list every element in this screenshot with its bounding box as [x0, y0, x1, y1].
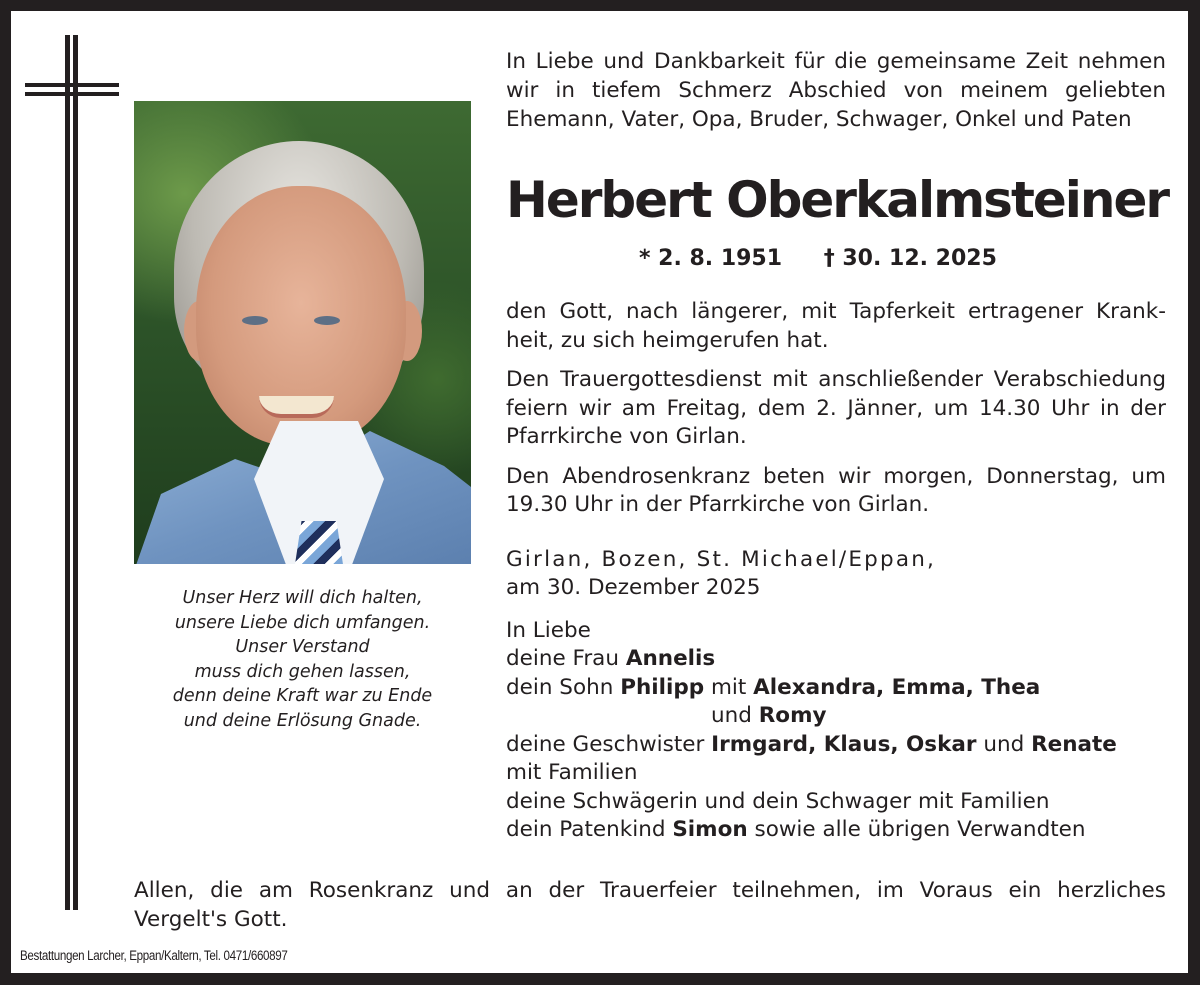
label: deine Frau: [506, 646, 626, 671]
sibling-names: Irmgard, Klaus, Oskar: [711, 731, 977, 757]
text-line: Den Abendrosenkranz beten wir morgen, Donnerstag, um: [506, 463, 1166, 489]
label: und: [976, 731, 1032, 757]
label: und: [711, 703, 759, 728]
grandchild-name: Romy: [758, 703, 827, 728]
wife-name: Annelis: [625, 646, 716, 671]
thanks-text: [134, 877, 1166, 934]
poem-line: denn deine Kraft war zu Ende: [172, 686, 433, 706]
poem-line: muss dich gehen lassen,: [194, 661, 411, 682]
family-line-grandchild: [506, 702, 1166, 731]
text-line: den Gott, nach längerer, mit Tapferkeit ertragener Krank-: [506, 299, 1166, 324]
poem-line: unsere Liebe dich umfangen.: [174, 612, 431, 633]
intro-line: In Liebe und Dankbarkeit für die gemeinsame Zeit nehmen: [506, 49, 1166, 74]
text-line: feiern wir am Freitag, dem 2. Jänner, um 14.30 Uhr in der: [506, 395, 1166, 421]
poem-line: Unser Verstand: [235, 637, 370, 657]
poem-line: und deine Erlösung Gnade.: [183, 710, 422, 731]
poem: [134, 586, 471, 733]
family-line-son: [506, 674, 1166, 703]
notice-text-column: [506, 47, 1169, 845]
text-line: Pfarrkirche von Girlan.: [506, 424, 747, 449]
sibling-name: Renate: [1031, 731, 1117, 757]
family-list: [506, 617, 1166, 845]
son-name: Philipp: [620, 674, 705, 700]
family-line-in-laws: deine Schwägerin und dein Schwager mit Familien: [506, 788, 1050, 814]
grandchildren-names: Alexandra, Emma, Thea: [753, 674, 1041, 700]
intro-line: Ehemann, Vater, Opa, Bruder, Schwager, Onkel und Paten: [506, 107, 1132, 132]
death-date: † 30. 12. 2025: [823, 246, 997, 271]
intro-line: wir in tiefem Schmerz Abschied von meinem geliebten: [506, 78, 1166, 103]
deceased-name: Herbert Oberkalmsteiner: [506, 171, 1169, 229]
text-line: Den Trauergottesdienst mit anschließender Verabschiedung: [506, 367, 1166, 392]
place-line: Girlan, Bozen, St. Michael/Eppan,: [506, 546, 937, 572]
family-line-siblings-suffix: mit Familien: [506, 760, 638, 785]
poem-line: Unser Herz will dich halten,: [182, 588, 423, 608]
obituary-card: [11, 11, 1188, 973]
text-line: heit, zu sich heimgerufen hat.: [506, 327, 829, 353]
label: deine Geschwister: [506, 731, 712, 757]
greeting: In Liebe: [506, 617, 591, 643]
godchild-name: Simon: [672, 817, 748, 842]
date-line: am 30. Dezember 2025: [506, 575, 761, 600]
text-line: Vergelt's Gott.: [134, 906, 288, 932]
funeral-home-footer: Bestattungen Larcher, Eppan/Kaltern, Tel. 0471/660897: [20, 948, 288, 963]
life-dates: [506, 246, 1166, 271]
intro-text: [506, 47, 1166, 134]
label: mit: [704, 674, 754, 700]
text-line: Allen, die am Rosenkranz und an der Trauerfeier teilnehmen, im Voraus ein herzliches: [134, 878, 1166, 903]
family-line-wife: [506, 645, 1166, 674]
paragraph-illness: [506, 298, 1166, 355]
label: sowie alle übrigen Verwandten: [747, 817, 1086, 842]
portrait-photo: [134, 101, 471, 564]
text-line: 19.30 Uhr in der Pfarrkirche von Girlan.: [506, 492, 930, 517]
paragraph-funeral-service: [506, 366, 1166, 452]
label: dein Patenkind: [506, 817, 673, 842]
family-line-siblings: [506, 731, 1166, 760]
birth-date: * 2. 8. 1951: [639, 246, 783, 271]
place-and-date: [506, 546, 1166, 603]
family-line-godchild: [506, 816, 1166, 845]
label: dein Sohn: [506, 674, 621, 700]
paragraph-rosary: [506, 463, 1166, 520]
